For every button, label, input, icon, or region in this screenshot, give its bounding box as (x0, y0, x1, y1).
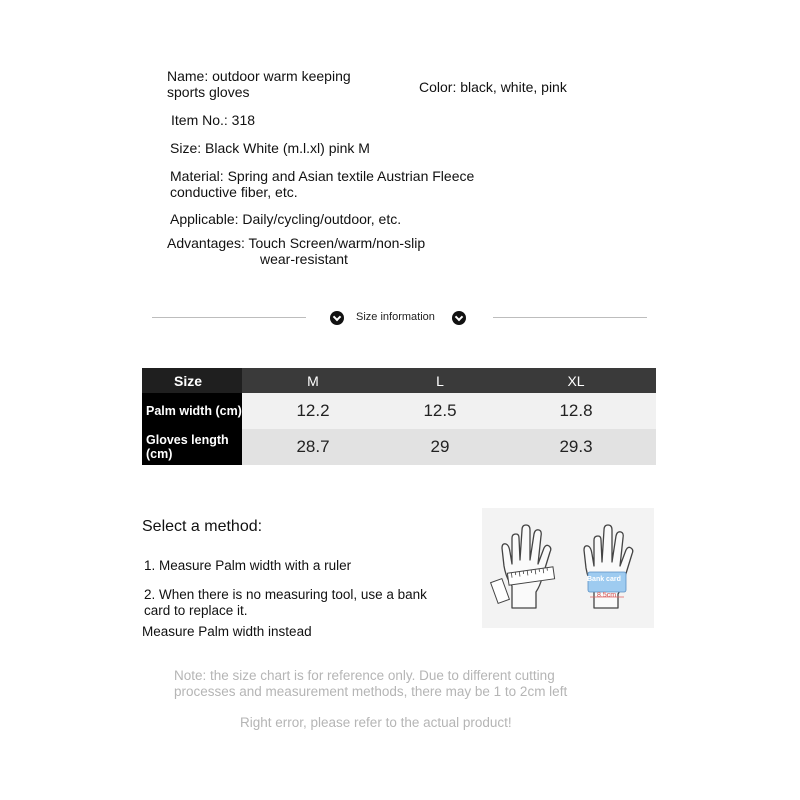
chevron-down-icon (452, 311, 466, 325)
size-table (142, 368, 656, 465)
table-row (142, 429, 656, 465)
row-label: Palm width (cm) (142, 393, 242, 429)
product-applicable: Applicable: Daily/cycling/outdoor, etc. (170, 211, 402, 227)
table-row (142, 393, 656, 429)
measuring-illustration (482, 508, 654, 628)
note-line3: Right error, please refer to the actual product! (240, 715, 512, 730)
product-name-line2: sports gloves (167, 84, 250, 100)
bank-card-label: Bank card (587, 576, 621, 583)
size-section-title: Size information (356, 311, 435, 323)
product-advantages (167, 235, 425, 267)
bank-card-measure: 8.5cm (597, 592, 617, 599)
chevron-down-icon (330, 311, 344, 325)
note-line1: Note: the size chart is for reference only. Due to different cutting (174, 668, 555, 683)
table-cell: 28.7 (242, 429, 384, 465)
method-step-2-line2: card to replace it. (144, 603, 248, 618)
product-size: Size: Black White (m.l.xl) pink M (170, 140, 370, 156)
table-corner-label: Size (142, 368, 242, 393)
table-cell: 29.3 (496, 429, 656, 465)
method-step-2 (144, 587, 427, 619)
product-item-no: Item No.: 318 (171, 112, 256, 128)
divider-left (152, 317, 306, 318)
product-name (167, 68, 351, 100)
table-cell: 12.8 (496, 393, 656, 429)
product-color: Color: black, white, pink (419, 79, 567, 95)
table-header-row (142, 368, 656, 393)
product-material-line1: Material: Spring and Asian textile Austrian Fleece (170, 168, 475, 184)
method-step-2-line3: Measure Palm width instead (142, 624, 312, 639)
table-cell: 12.2 (242, 393, 384, 429)
table-cell: 29 (384, 429, 496, 465)
column-header: L (384, 368, 496, 393)
product-advantages-line1: Advantages: Touch Screen/warm/non-slip (167, 235, 426, 251)
column-header: XL (496, 368, 656, 393)
hand-measure-icon (482, 508, 654, 628)
method-step-2-line1: 2. When there is no measuring tool, use a bank (144, 587, 427, 602)
product-material-line2: conductive fiber, etc. (170, 184, 298, 200)
row-label: Gloves length (cm) (142, 429, 242, 465)
divider-right (493, 317, 647, 318)
method-title: Select a method: (142, 518, 263, 535)
table-cell: 12.5 (384, 393, 496, 429)
product-advantages-line2: wear-resistant (260, 251, 348, 267)
product-name-line1: Name: outdoor warm keeping (167, 68, 351, 84)
size-note (174, 668, 634, 700)
method-step-1: 1. Measure Palm width with a ruler (144, 558, 352, 573)
product-material (170, 168, 474, 200)
column-header: M (242, 368, 384, 393)
note-line2: processes and measurement methods, there may be 1 to 2cm left (174, 684, 568, 699)
